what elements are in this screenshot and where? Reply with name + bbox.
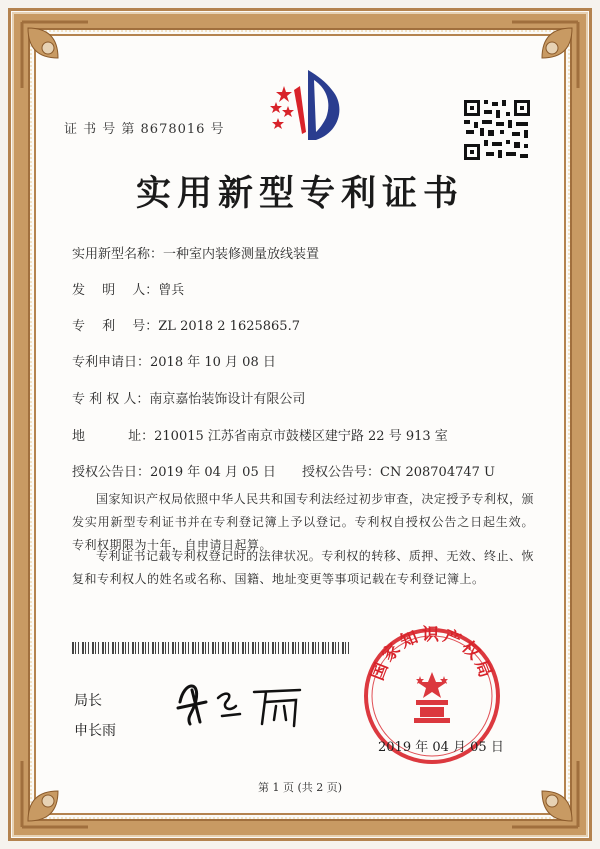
field-inventor — [72, 279, 184, 298]
certificate-number: 证 书 号 第 8678016 号 — [64, 122, 225, 137]
field-value: 2019 年 04 月 05 日 — [150, 465, 276, 480]
field-label: 地 址： — [72, 429, 155, 444]
certificate-body-paragraph: 专利证书记载专利权登记时的法律状况。专利权的转移、质押、无效、终止、恢复和专利权人的姓名或名称、国籍、地址变更等事项记载在专利登记簿上。 — [72, 549, 534, 586]
field-label: 专 利 权 人： — [72, 392, 150, 407]
seal-text: 国家知识产权局 — [367, 625, 497, 684]
page-number: 第 1 页 (共 2 页) — [257, 781, 343, 794]
director-signature — [170, 672, 310, 732]
certificate-body-paragraph: 国家知识产权局依照中华人民共和国专利法经过初步审查，决定授予专利权，颁发实用新型专利证书并在专利登记簿上予以登记。专利权自授权公告之日起生效。专利权期限为十年，自申请日起算。 — [72, 492, 534, 552]
field-label: 授权公告日： — [72, 465, 151, 480]
field-value: 2018 年 10 月 08 日 — [150, 355, 276, 370]
field-value: 一种室内装修测量放线装置 — [163, 247, 320, 262]
qr-code-icon — [462, 98, 532, 162]
certificate-title: 实用新型专利证书 — [135, 173, 464, 214]
corner-ornament — [508, 18, 582, 92]
patent-office-logo-icon — [262, 66, 352, 144]
field-label: 授权公告号： — [302, 465, 381, 480]
field-label: 专利申请日： — [72, 355, 151, 370]
field-grant-date — [72, 461, 276, 480]
field-value: 南京嘉怡装饰设计有限公司 — [149, 392, 306, 407]
field-value: ZL 2018 2 1625865.7 — [158, 319, 300, 334]
barcode-strip — [72, 642, 354, 654]
field-application-date — [72, 351, 276, 370]
field-label: 发 明 人： — [72, 283, 159, 298]
field-label: 专 利 号： — [72, 319, 159, 334]
field-value: CN 208704747 U — [380, 465, 495, 480]
field-value: 210015 江苏省南京市鼓楼区建宁路 22 号 913 室 — [154, 429, 448, 444]
field-label: 实用新型名称： — [72, 247, 164, 262]
field-patentee — [72, 388, 305, 407]
field-value: 曾兵 — [158, 283, 185, 298]
seal-date: 2019 年 04 月 05 日 — [378, 740, 504, 755]
director-name: 申长雨 — [74, 723, 116, 739]
director-title: 局长 — [74, 693, 102, 709]
field-address — [72, 425, 448, 444]
field-grant-number — [302, 461, 495, 480]
field-patent-number — [72, 315, 300, 334]
corner-ornament — [18, 18, 92, 92]
field-utility-model-name — [72, 243, 319, 262]
